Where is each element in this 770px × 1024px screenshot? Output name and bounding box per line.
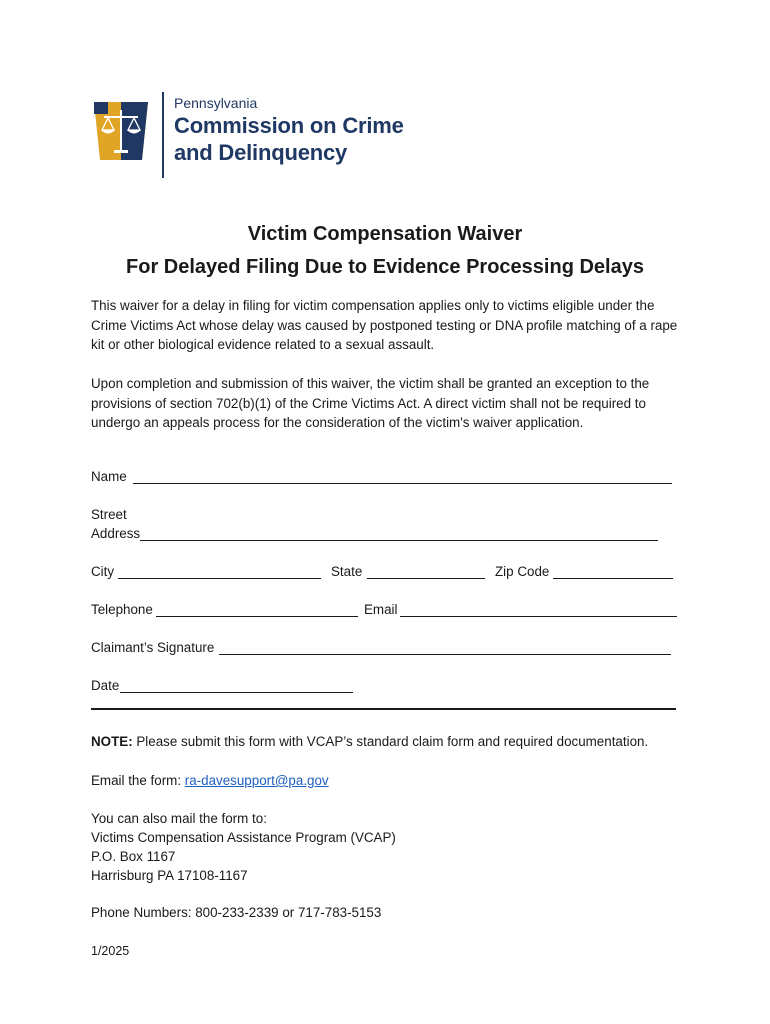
note-text: Please submit this form with VCAP’s standard claim form and required documentation.: [132, 734, 649, 749]
date-field[interactable]: [120, 692, 353, 693]
date-label: Date: [91, 678, 120, 693]
page-subtitle: For Delayed Filing Due to Evidence Processing Delays: [126, 256, 644, 278]
state-field[interactable]: [367, 578, 485, 579]
zip-label: Zip Code: [495, 564, 550, 579]
logo-state: Pennsylvania: [174, 95, 258, 111]
section-divider: [91, 708, 676, 710]
logo-divider: [162, 92, 164, 178]
email-instruction-label: Email the form:: [91, 773, 185, 788]
logo-line-1: Commission on Crime: [174, 113, 404, 138]
intro-paragraph-1: This waiver for a delay in filing for victim compensation applies only to victims eligible under the Crime Victims Act whose delay was caused by postponed testing or DNA profile matching of a rape kit or other biological evidence related to a sexual assault.: [91, 298, 678, 352]
email-instruction: [91, 771, 329, 791]
email-label: Email: [364, 602, 398, 617]
revision-date: 1/2025: [91, 944, 130, 958]
phone-numbers: Phone Numbers: 800-233-2339 or 717-783-5153: [91, 905, 382, 920]
street-label-line2: Address: [91, 526, 141, 541]
pccd-logo: [90, 92, 420, 180]
signature-label: Claimant’s Signature: [91, 640, 215, 655]
submission-note: [91, 733, 711, 751]
zip-field[interactable]: [553, 578, 673, 579]
telephone-label: Telephone: [91, 602, 153, 617]
mail-address-line3: Harrisburg PA 17108-1167: [91, 868, 248, 883]
street-label-line1: Street: [91, 507, 127, 522]
logo-line-2: and Delinquency: [174, 140, 348, 165]
mail-address-line2: P.O. Box 1167: [91, 849, 176, 864]
support-email-link[interactable]: ra-davesupport@pa.gov: [184, 773, 329, 788]
city-label: City: [91, 564, 115, 579]
signature-field[interactable]: [219, 654, 671, 655]
intro-paragraph-2: Upon completion and submission of this waiver, the victim shall be granted an exception to the provisions of section 702(b)(1) of the Crime Victims Act. A direct victim shall not be required to undergo an appeals process for the consideration of the victim's waiver application.: [91, 376, 650, 430]
keystone-scales-icon: [90, 98, 152, 166]
name-field[interactable]: [133, 483, 672, 484]
note-label: NOTE:: [91, 734, 133, 749]
logo-wordmark: [174, 94, 404, 166]
telephone-field[interactable]: [156, 616, 358, 617]
page-title: Victim Compensation Waiver: [247, 223, 523, 245]
state-label: State: [331, 564, 363, 579]
name-label: Name: [91, 469, 127, 484]
street-address-field[interactable]: [140, 540, 658, 541]
mail-address-line1: Victims Compensation Assistance Program (VCAP): [91, 830, 396, 845]
mail-instruction: You can also mail the form to:: [91, 811, 267, 826]
city-field[interactable]: [118, 578, 321, 579]
email-field[interactable]: [400, 616, 677, 617]
